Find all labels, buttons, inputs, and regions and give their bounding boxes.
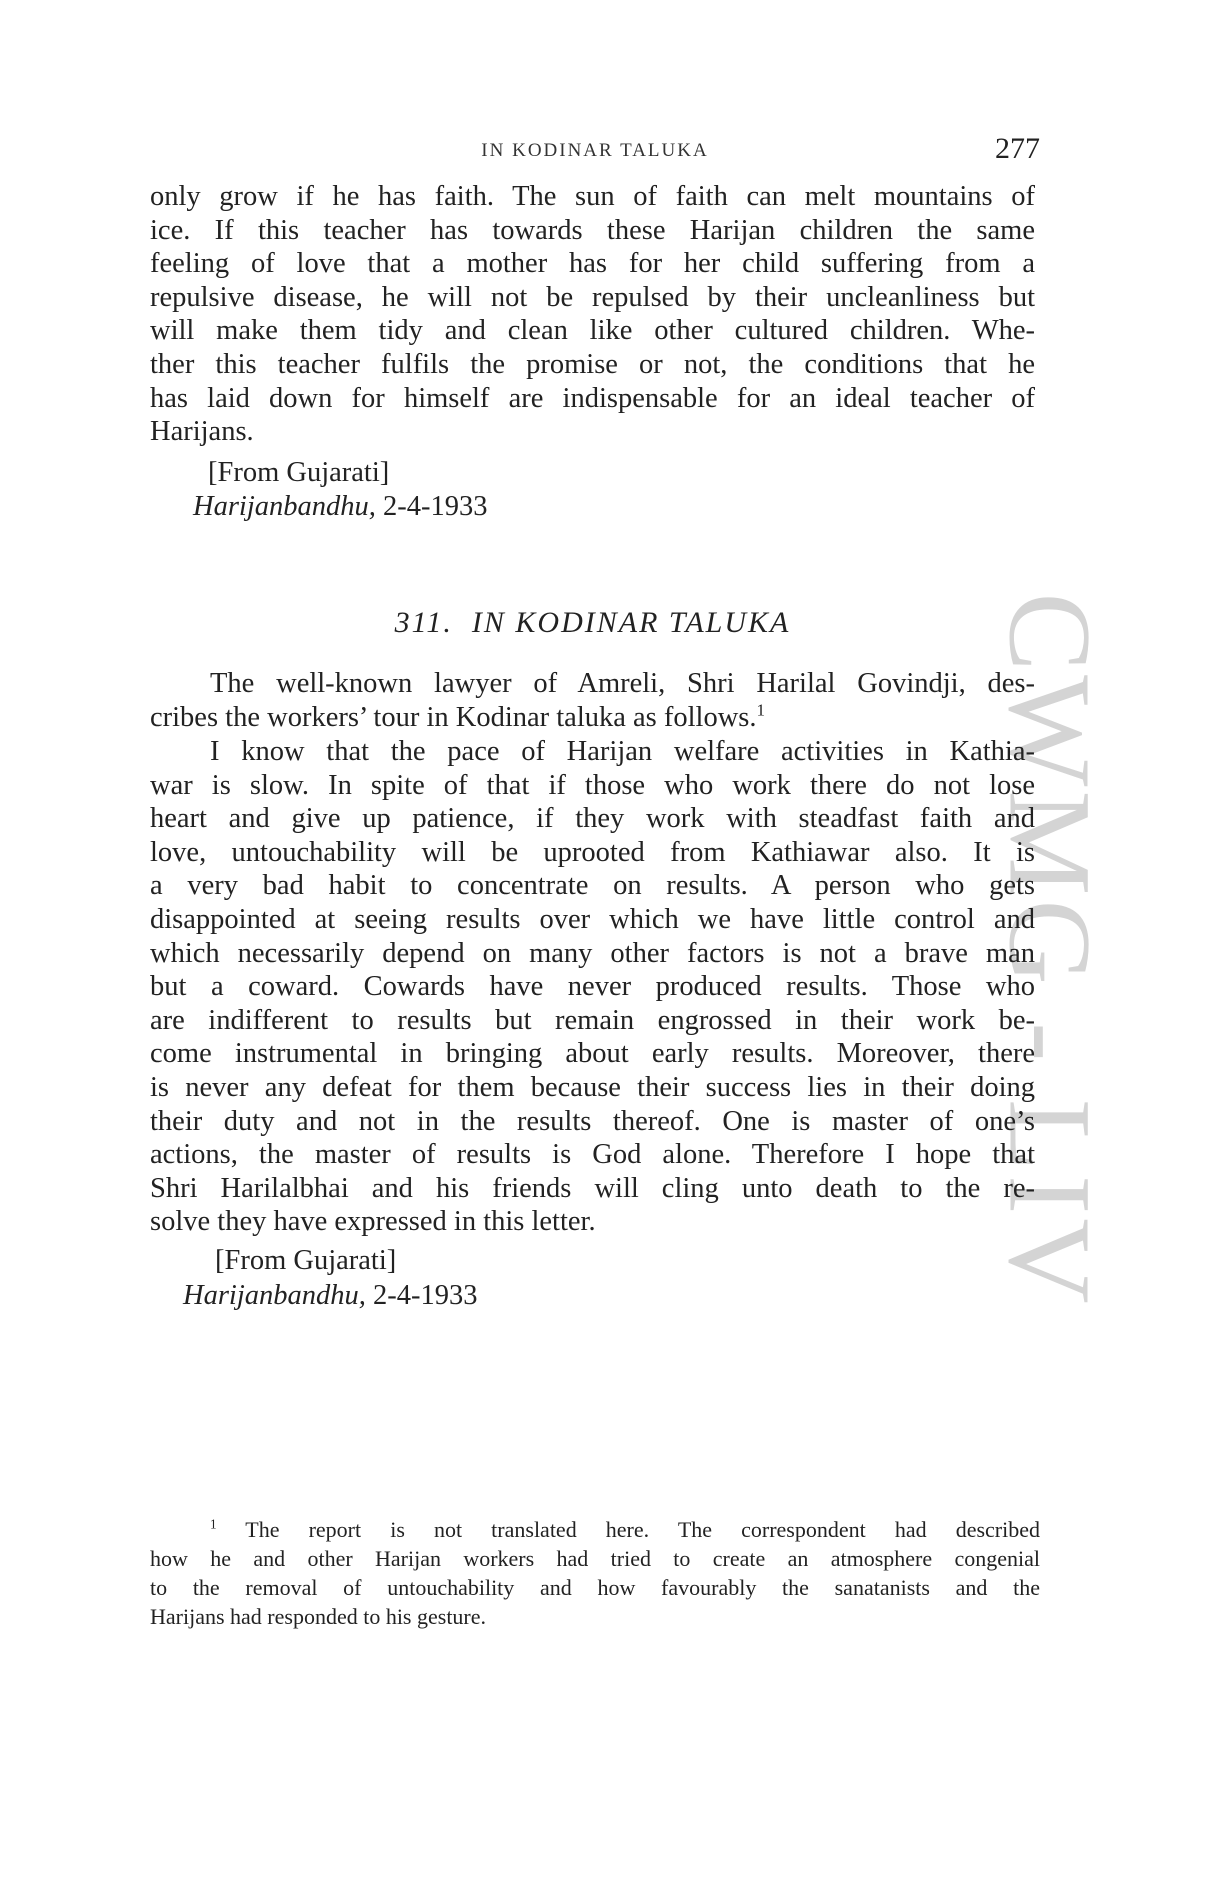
intro-paragraph bbox=[150, 667, 1035, 734]
text-line: solve they have expressed in this letter. bbox=[150, 1206, 596, 1238]
footnote-line: Harijans had responded to his gesture. bbox=[150, 1604, 487, 1629]
page-number: 277 bbox=[995, 132, 1040, 165]
text-line: ice. If this teacher has towards these Harijan children the same bbox=[150, 214, 1035, 246]
source-date: 2-4-1933 bbox=[383, 491, 488, 522]
text-line: Harijans. bbox=[150, 416, 254, 448]
source-note: [From Gujarati] bbox=[208, 457, 390, 488]
footnote-line-text: The report is not translated here. The correspondent had described bbox=[245, 1517, 1040, 1542]
text-line: repulsive disease, he will not be repulsed by their uncleanliness but bbox=[150, 281, 1035, 313]
text-line: love, untouchability will be uprooted from Kathiawar also. It is bbox=[150, 836, 1035, 868]
footnote bbox=[150, 1515, 1040, 1631]
text-line: actions, the master of results is God alone. Therefore I hope that bbox=[150, 1139, 1035, 1171]
continuation-paragraph bbox=[150, 180, 1035, 449]
text-line: war is slow. In spite of that if those who work there do not lose bbox=[150, 769, 1035, 801]
intro-line-text: cribes the workers’ tour in Kodinar taluka as follows. bbox=[150, 701, 757, 733]
source-publication: Harijanbandhu, bbox=[193, 491, 376, 522]
letter-paragraph bbox=[150, 735, 1035, 1239]
watermark-text: CWMG - LIV bbox=[985, 592, 1117, 1308]
text-line bbox=[150, 701, 1035, 735]
footnote-line: how he and other Harijan workers had tried to create an atmosphere congenial bbox=[150, 1546, 1040, 1571]
text-line: The well-known lawyer of Amreli, Shri Harilal Govindji, des- bbox=[210, 668, 1035, 699]
text-line: Shri Harilalbhai and his friends will cling unto death to the re- bbox=[150, 1172, 1035, 1204]
source-citation bbox=[193, 490, 488, 524]
footnote-marker: 1 bbox=[210, 1516, 217, 1532]
text-line: which necessarily depend on many other factors is not a brave man bbox=[150, 937, 1035, 969]
article-number: 311. bbox=[394, 606, 453, 639]
text-line: has laid down for himself are indispensable for an ideal teacher of bbox=[150, 382, 1035, 414]
text-line: I know that the pace of Harijan welfare activities in Kathia- bbox=[210, 736, 1035, 767]
text-line: is never any defeat for them because their success lies in their doing bbox=[150, 1071, 1035, 1103]
text-line: heart and give up patience, if they work with steadfast faith and bbox=[150, 803, 1035, 835]
source-publication: Harijanbandhu, bbox=[183, 1280, 366, 1311]
text-line: feeling of love that a mother has for her child suffering from a bbox=[150, 248, 1035, 280]
text-line: are indifferent to results but remain engrossed in their work be- bbox=[150, 1004, 1035, 1036]
source-note: [From Gujarati] bbox=[215, 1245, 397, 1276]
text-line: disappointed at seeing results over which we have little control and bbox=[150, 903, 1035, 935]
running-head bbox=[150, 132, 1040, 172]
source-date: 2-4-1933 bbox=[373, 1280, 478, 1311]
text-line: only grow if he has faith. The sun of faith can melt mountains of bbox=[150, 181, 1035, 212]
text-line: will make them tidy and clean like other cultured children. Whe- bbox=[150, 315, 1035, 347]
footnote-ref: 1 bbox=[756, 700, 766, 720]
running-title: IN KODINAR TALUKA bbox=[481, 140, 709, 161]
footnote-line bbox=[150, 1515, 1040, 1544]
article-title bbox=[150, 606, 1035, 640]
text-line: but a coward. Cowards have never produced results. Those who bbox=[150, 971, 1035, 1003]
article-title-text: IN KODINAR TALUKA bbox=[471, 606, 791, 639]
text-line: ther this teacher fulfils the promise or not, the conditions that he bbox=[150, 348, 1035, 380]
text-line: come instrumental in bringing about early results. Moreover, there bbox=[150, 1038, 1035, 1070]
source-citation bbox=[183, 1279, 478, 1313]
text-line: a very bad habit to concentrate on results. A person who gets bbox=[150, 870, 1035, 902]
text-line: their duty and not in the results thereof. One is master of one’s bbox=[150, 1105, 1035, 1137]
footnote-line: to the removal of untouchability and how favourably the sanatanists and the bbox=[150, 1575, 1040, 1600]
